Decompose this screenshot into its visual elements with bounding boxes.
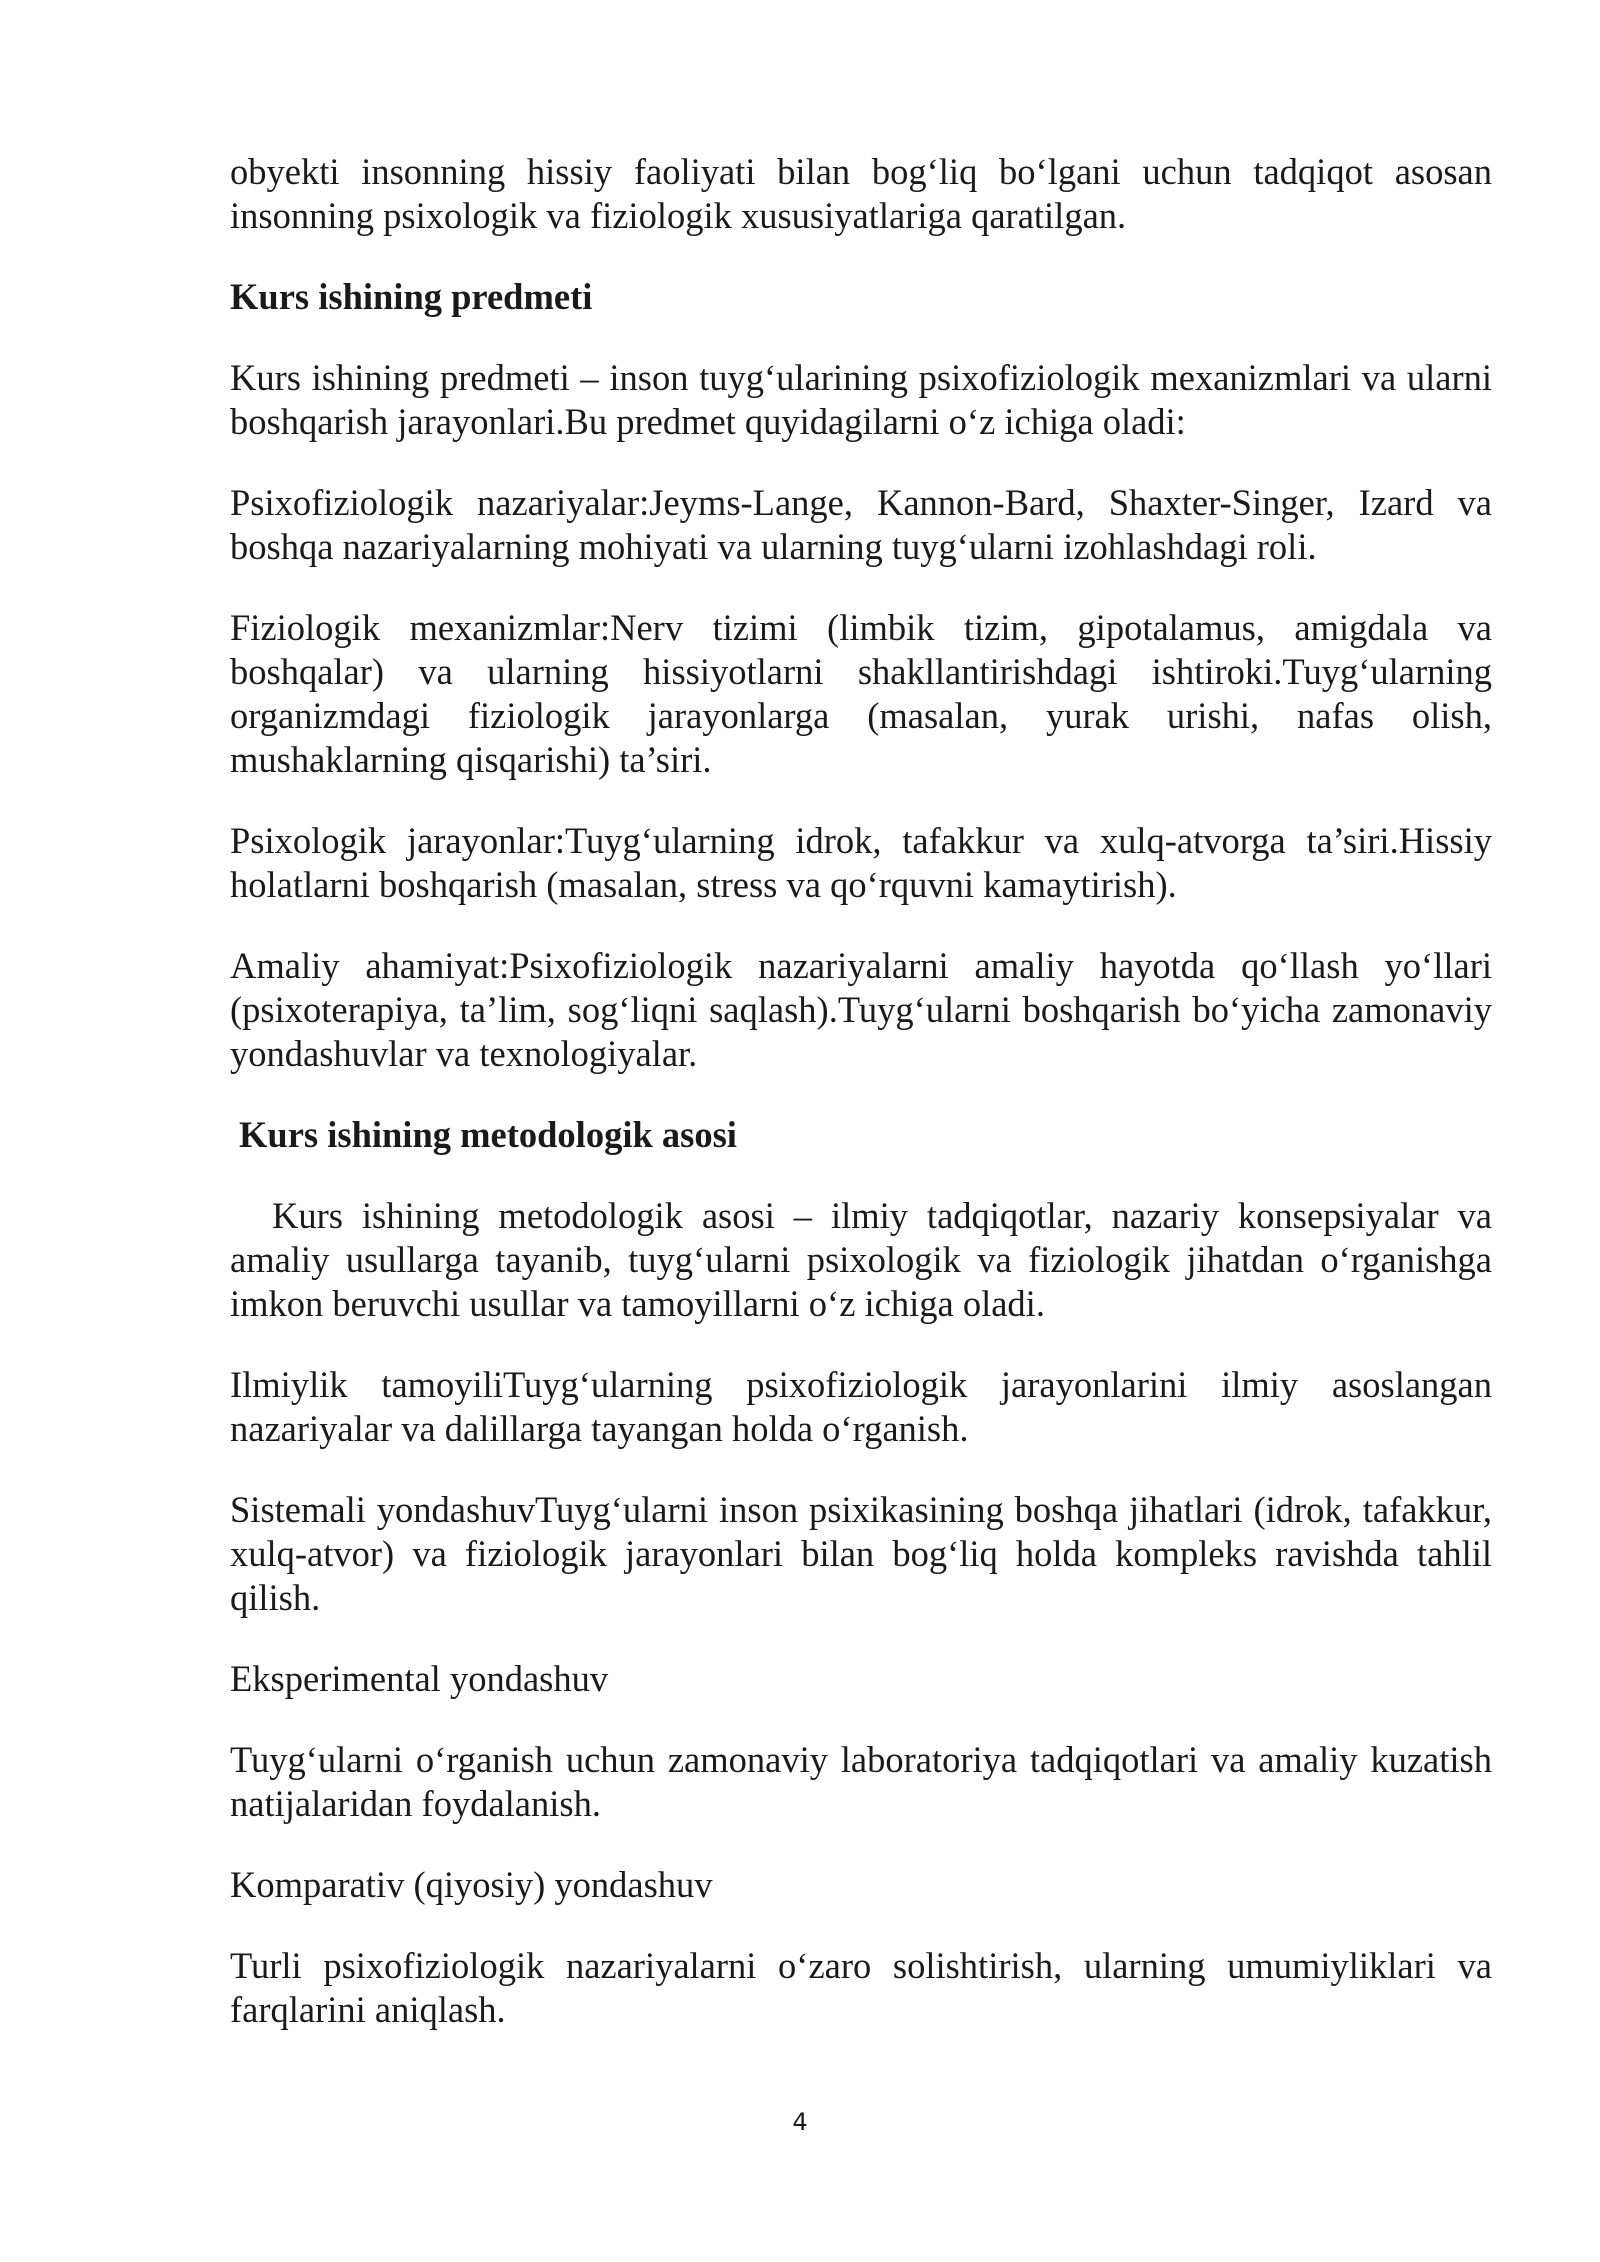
paragraph-systematic-approach: Sistemali yondashuvTuyg‘ularni inson psixikasining boshqa jihatlari (idrok, tafakkur, xulq-atvor) va fiziologik jarayonlari bilan bog‘liq holda kompleks ravishda tahlil qilish. xyxy=(230,1489,1492,1618)
paragraph-comparative-approach-title: Komparativ (qiyosiy) yondashuv xyxy=(230,1864,713,1905)
paragraph-course-subject: Kurs ishining predmeti – inson tuyg‘ularining psixofiziologik mexanizmlari va ularni boshqarish jarayonlari.Bu predmet quyidagilarni o‘z ichiga oladi: xyxy=(230,357,1492,442)
page-content xyxy=(230,150,1492,2069)
paragraph-experimental-approach: Tuyg‘ularni o‘rganish uchun zamonaviy laboratoriya tadqiqotlari va amaliy kuzatish natijalaridan foydalanish. xyxy=(230,1739,1492,1824)
paragraph-experimental-approach-title: Eksperimental yondashuv xyxy=(230,1658,609,1699)
paragraph-scientific-principle: Ilmiylik tamoyiliTuyg‘ularning psixofiziologik jarayonlarini ilmiy asoslangan nazariyalar va dalillarga tayangan holda o‘rganish. xyxy=(230,1364,1492,1449)
paragraph-object-continuation: obyekti insonning hissiy faoliyati bilan bog‘liq bo‘lgani uchun tadqiqot asosan insonning psixologik va fiziologik xususiyatlariga qaratilgan. xyxy=(230,151,1492,236)
paragraph-practical-importance: Amaliy ahamiyat:Psixofiziologik nazariyalarni amaliy hayotda qo‘llash yo‘llari (psixoterapiya, ta’lim, sog‘liqni saqlash).Tuyg‘ularni boshqarish bo‘yicha zamonaviy yondashuvlar va texnologiyalar. xyxy=(230,945,1492,1074)
paragraph-psychophysiological-theories: Psixofiziologik nazariyalar:Jeyms-Lange, Kannon-Bard, Shaxter-Singer, Izard va boshqa nazariyalarning mohiyati va ularning tuyg‘ularni izohlashdagi roli. xyxy=(230,482,1492,567)
paragraph-psychological-processes: Psixologik jarayonlar:Tuyg‘ularning idrok, tafakkur va xulq-atvorga ta’siri.Hissiy holatlarni boshqarish (masalan, stress va qo‘rquvni kamaytirish). xyxy=(230,820,1492,905)
heading-course-subject: Kurs ishining predmeti xyxy=(230,276,593,317)
paragraph-methodological-basis: Kurs ishining metodologik asosi – ilmiy tadqiqotlar, nazariy konsepsiyalar va amaliy usullarga tayanib, tuyg‘ularni psixologik va fiziologik jihatdan o‘rganishga imkon beruvchi usullar va tamoyillarni o‘z ichiga oladi. xyxy=(230,1195,1492,1324)
heading-methodological-basis: Kurs ishining metodologik asosi xyxy=(239,1114,737,1155)
paragraph-comparative-approach: Turli psixofiziologik nazariyalarni o‘zaro solishtirish, ularning umumiyliklari va farqlarini aniqlash. xyxy=(230,1945,1492,2030)
paragraph-physiological-mechanisms: Fiziologik mexanizmlar:Nerv tizimi (limbik tizim, gipotalamus, amigdala va boshqalar) va ularning hissiyotlarni shakllantirishdagi ishtiroki.Tuyg‘ularning organizmdagi fiziologik jarayonlarga (masalan, yurak urishi, nafas olish, mushaklarning qisqarishi) ta’siri. xyxy=(230,607,1492,780)
page-number: 4 xyxy=(792,2108,808,2136)
